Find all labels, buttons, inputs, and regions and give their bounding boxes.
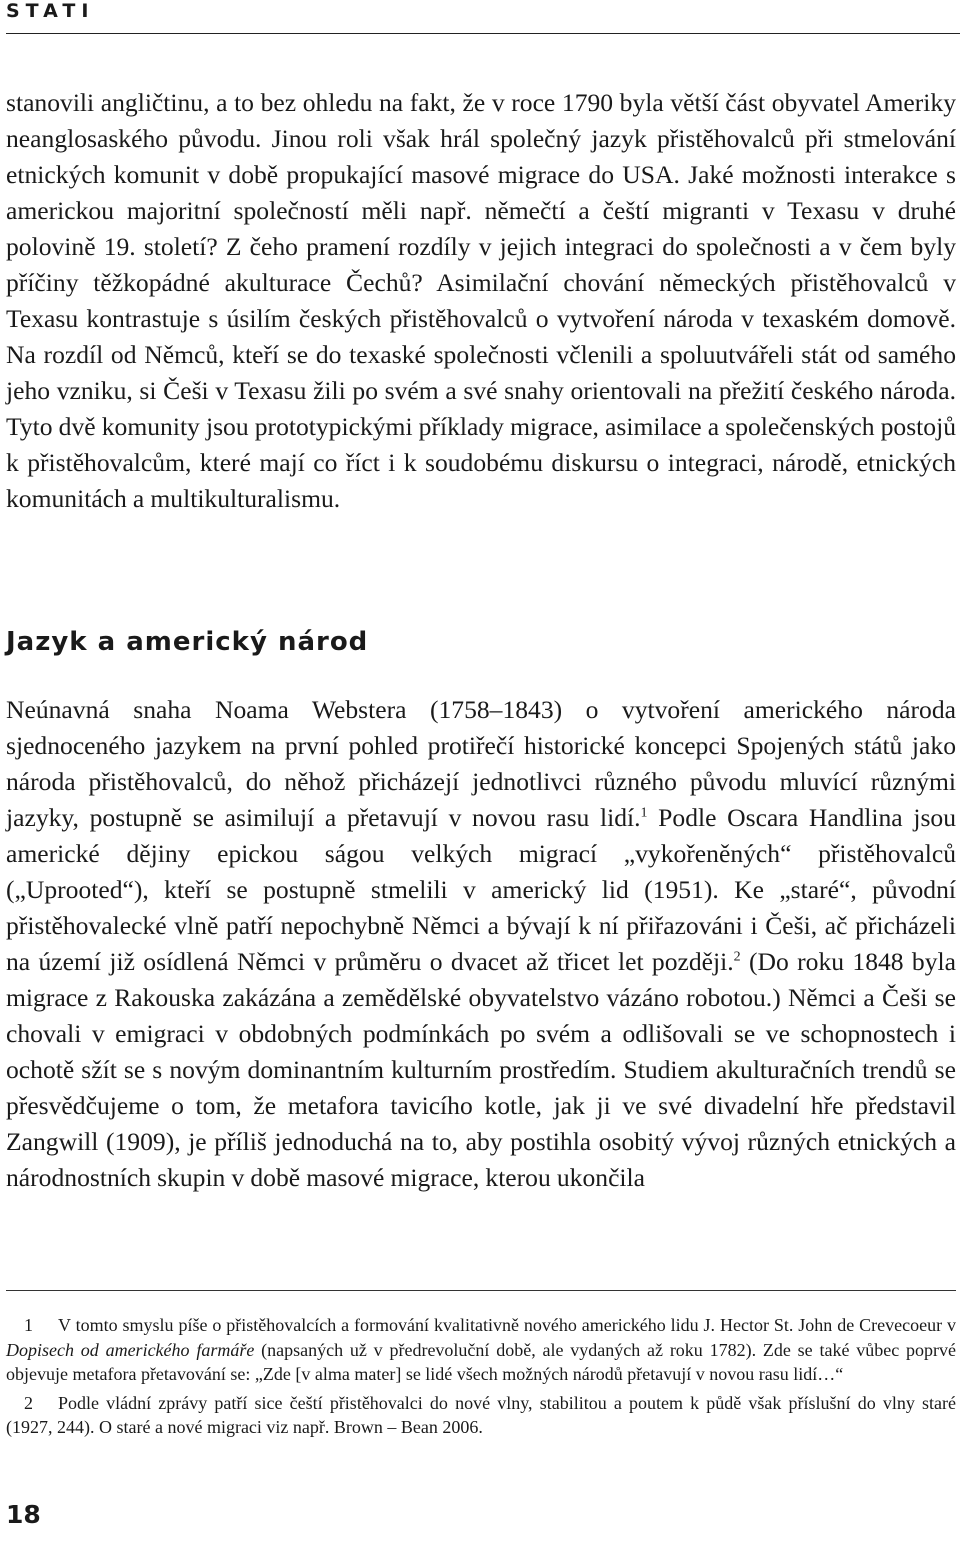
- paragraph-text: (Do roku 1848 byla migrace z Rakouska zakázána a zemědělské obyvatelstvo vázáno robotou.) Němci a Češi se chovali v emigraci v obdobných podmínkách po svém a odlišovali se ve schopnostech i ochotě sžít se s novým dominantním kulturním prostředím. Studiem akulturačních trendů se přesvědčujeme o tom, že metafora tavicího kotle, jak ji ve své divadelní hře představil Zangwill (1909), je příliš jednoduchá na to, aby postihla osobitý vývoj různých etnických a národnostních skupin v době masové migrace, kterou ukončila: [6, 947, 956, 1192]
- section-paragraph: [6, 692, 956, 1196]
- section-heading: Jazyk a americký národ: [6, 627, 369, 657]
- footnote-number: 1: [24, 1315, 33, 1335]
- paragraph-text: Podle Oscara Handlina jsou americké dějiny epickou ságou velkých migrací „vykořeněných“ přistěhovalců („Uprooted“), kteří se postupně stmelili v americký lid (1951). Ke „staré“, původní přistěhovalecké vlně patří nepochybně Němci a bývají k ní přiřazováni i Češi, ač přicházeli na území již osídlená Němci v průměru o dvacet až třicet let později.: [6, 803, 956, 976]
- footnote-1: [6, 1313, 956, 1387]
- footnotes: [6, 1313, 956, 1440]
- footnote-number: 2: [24, 1392, 33, 1413]
- footnote-rule: [6, 1290, 956, 1291]
- page-number: 18: [6, 1500, 41, 1529]
- footnote-text: Podle vládní zprávy patří sice čeští přistěhovalci do nové vlny, stabilitou a poutem k půdě však příslušní do vlny staré (1927, 244). O staré a nové migraci viz např. Brown – Bean 2006.: [6, 1392, 956, 1437]
- footnote-ref-2[interactable]: 2: [733, 949, 741, 965]
- footnote-ref-1[interactable]: 1: [640, 805, 648, 821]
- header-rule: [6, 33, 960, 34]
- footnote-text: (napsaných už v předrevoluční době, ale vydaných až roku 1782). Zde se také vůbec poprvé objevuje metafora přetavování se: „Zde [v alma mater] se lidé všech možných národů přetavují v novou rasu lidí…“: [6, 1339, 956, 1384]
- footnote-2: [6, 1391, 956, 1440]
- footnote-book-title: Dopisech od amerického farmáře: [6, 1339, 255, 1360]
- intro-paragraph: stanovili angličtinu, a to bez ohledu na fakt, že v roce 1790 byla větší část obyvatel Ameriky neanglosaského původu. Jinou roli však hrál společný jazyk přistěhovalců při stmelování etnických komunit v době propukající masové migrace do USA. Jaké možnosti interakce s americkou majoritní společností měli např. němečtí a čeští migranti v Texasu v druhé polovině 19. století? Z čeho pramení rozdíly v jejich integraci do společnosti a v čem byly příčiny těžkopádné akulturace Čechů? Asimilační chování německých přistěhovalců v Texasu kontrastuje s úsilím českých přistěhovalců o vytvoření národa v texaském domově. Na rozdíl od Němců, kteří se do texaské společnosti včlenili a spoluutvářeli stát od samého jeho vzniku, si Češi v Texasu žili po svém a své snahy orientovali na přežití českého národa. Tyto dvě komunity jsou prototypickými příklady migrace, asimilace a společenských postojů k přistěhovalcům, které mají co říct i k soudobému diskursu o integraci, národě, etnických komunitách a multikulturalismu.: [6, 88, 956, 513]
- section-label: STATI: [6, 0, 95, 22]
- paragraph-text: Neúnavná snaha Noama Webstera (1758–1843) o vytvoření amerického národa sjednoceného jazykem na první pohled protiřečí historické koncepci Spojených států jako národa přistěhovalců, do něhož přicházejí jednotlivci různého původu mluvící různými jazyky, postupně se asimilují a přetavují v novou rasu lidí.: [6, 695, 956, 832]
- footnote-text: V tomto smyslu píše o přistěhovalcích a formování kvalitativně nového amerického lidu J. Hector St. John de Crevecoeur v: [58, 1315, 956, 1335]
